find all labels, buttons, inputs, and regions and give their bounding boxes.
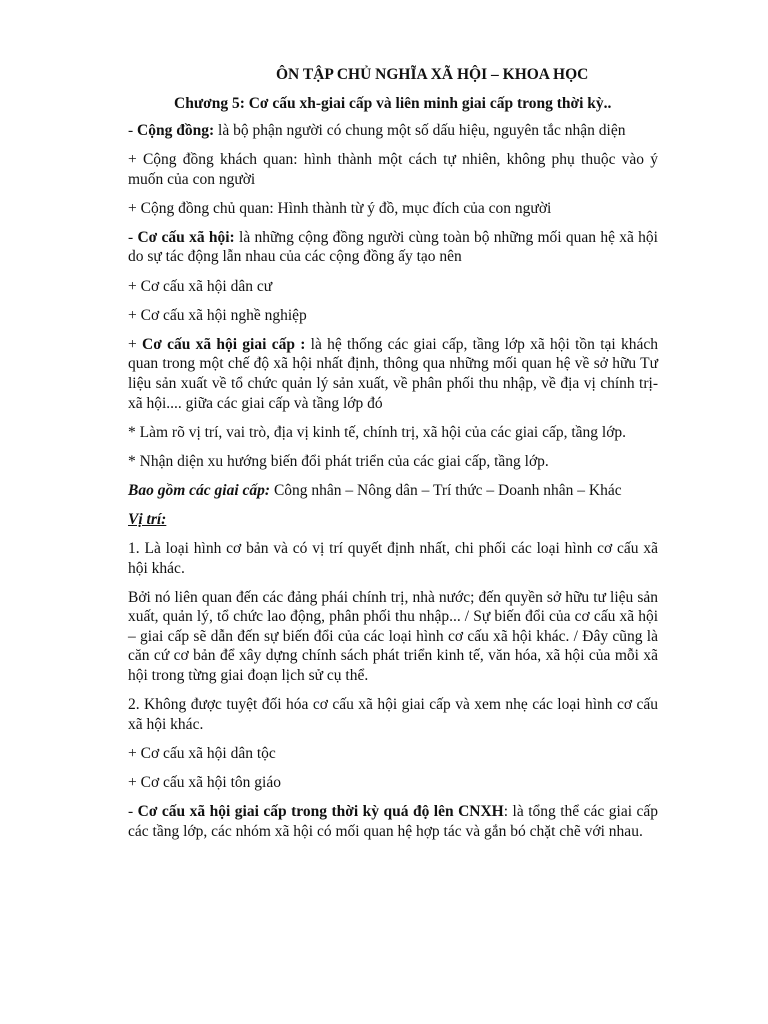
- chapter-subtitle: Chương 5: Cơ cấu xh-giai cấp và liên minh giai cấp trong thời kỳ..: [174, 95, 612, 112]
- definition-co-cau-giai-cap: + Cơ cấu xã hội giai cấp : là hệ thống các giai cấp, tầng lớp xã hội tồn tại khách quan trong một chế độ xã hội nhất định, thông qua những mối quan hệ về sở hữu Tư liệu sản xuất về tổ chức quản lý sản xuất, về phân phối thu nhập, về địa vị chính trị-xã hội.... giữa các giai cấp và tầng lớp đó: [128, 335, 658, 412]
- classes-list: Bao gồm các giai cấp: Công nhân – Nông dân – Trí thức – Doanh nhân – Khác: [128, 481, 622, 499]
- definition-qua-do: - Cơ cấu xã hội giai cấp trong thời kỳ quá độ lên CNXH: là tổng thể các giai cấp các tầng lớp, các nhóm xã hội có mối quan hệ hợp tác và gắn bó chặt chẽ với nhau.: [128, 803, 658, 840]
- section-heading-vi-tri: Vị trí:: [128, 510, 167, 528]
- numbered-item: 2. Không được tuyệt đối hóa cơ cấu xã hội giai cấp và xem nhẹ các loại hình cơ cấu xã hội khác.: [128, 696, 658, 733]
- document-title: ÔN TẬP CHỦ NGHĨA XÃ HỘI – KHOA HỌC: [276, 66, 589, 83]
- list-item: + Cơ cấu xã hội nghề nghiệp: [128, 306, 307, 324]
- term: Cơ cấu xã hội giai cấp trong thời kỳ quá độ lên CNXH: [137, 803, 504, 821]
- term: Cộng đồng:: [137, 122, 215, 139]
- list-item: + Cơ cấu xã hội dân cư: [128, 277, 273, 295]
- list-item: + Cộng đồng khách quan: hình thành một cách tự nhiên, không phụ thuộc vào ý muốn của con người: [128, 151, 658, 188]
- body-paragraph: Bởi nó liên quan đến các đảng phái chính trị, nhà nước; đến quyền sở hữu tư liệu sản xuất, quản lý, tổ chức lao động, phân phối thu nhập... / Sự biến đổi của cơ cấu xã hội – giai cấp sẽ dẫn đến sự biến đổi của các loại hình cơ cấu xã hội khác. / Đây cũng là căn cứ cơ bản để xây dựng chính sách phát triển kinh tế, văn hóa, xã hội của mỗi xã hội trong từng giai đoạn lịch sử cụ thể.: [128, 588, 658, 685]
- bullet-item: * Nhận diện xu hướng biến đổi phát triển của các giai cấp, tầng lớp.: [128, 452, 549, 470]
- definition-co-cau-xa-hoi: - Cơ cấu xã hội: là những cộng đồng người cùng toàn bộ những mối quan hệ xã hội do sự tác động lẫn nhau của các cộng đồng ấy tạo nên: [128, 228, 658, 266]
- definition-cong-dong: - Cộng đồng: là bộ phận người có chung một số dấu hiệu, nguyên tắc nhận diện: [128, 122, 626, 139]
- bullet-item: * Làm rõ vị trí, vai trò, địa vị kinh tế, chính trị, xã hội của các giai cấp, tầng lớp.: [128, 423, 627, 441]
- list-item: + Cơ cấu xã hội tôn giáo: [128, 773, 281, 791]
- list-item: + Cộng đồng chủ quan: Hình thành từ ý đồ, mục đích của con người: [128, 199, 552, 217]
- list-item: + Cơ cấu xã hội dân tộc: [128, 744, 276, 762]
- document-page: [128, 64, 658, 851]
- term: Cơ cấu xã hội giai cấp :: [142, 335, 306, 353]
- numbered-item: 1. Là loại hình cơ bản và có vị trí quyết định nhất, chi phối các loại hình cơ cấu xã hội khác.: [128, 540, 658, 577]
- term: Cơ cấu xã hội:: [137, 228, 235, 246]
- classes-label: Bao gồm các giai cấp:: [128, 481, 271, 499]
